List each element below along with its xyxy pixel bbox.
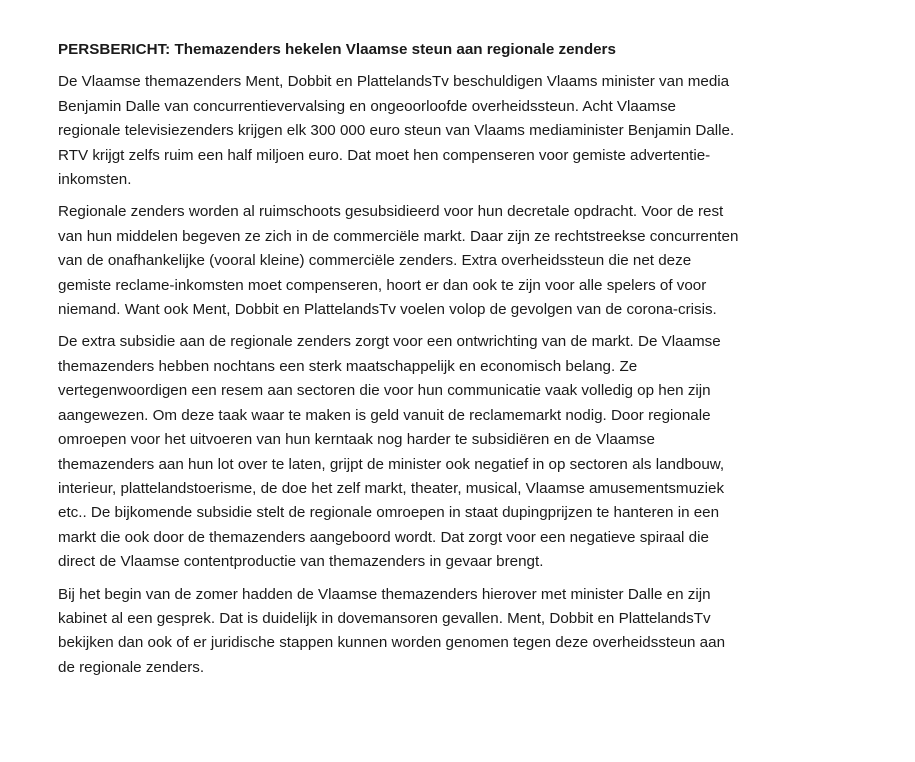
text-line: inkomsten. [58, 171, 132, 189]
text-line: bekijken dan ook of er juridische stappen kunnen worden genomen tegen deze overheidssteun aan [58, 634, 726, 652]
text-line: de regionale zenders. [58, 658, 205, 676]
text-line: van de onafhankelijke (vooral kleine) commerciële zenders. Extra overheidssteun die net deze [58, 252, 692, 270]
text-line: De extra subsidie aan de regionale zenders zorgt voor een ontwrichting van de markt. De Vlaamse [58, 333, 721, 351]
text-line: themazenders aan hun lot over te laten, grijpt de minister ook negatief in op sectoren als landbouw, [58, 455, 725, 473]
text-line: De Vlaamse themazenders Ment, Dobbit en PlattelandsTv beschuldigen Vlaams minister van media [58, 73, 730, 91]
text-line: van hun middelen begeven ze zich in de commerciële markt. Daar zijn ze rechtstreekse concurrenten [58, 227, 739, 245]
text-line: omroepen voor het uitvoeren van hun kerntaak nog harder te subsidiëren en de Vlaamse [58, 431, 655, 449]
paragraph-4 [58, 583, 848, 681]
text-line: Bij het begin van de zomer hadden de Vlaamse themazenders hierover met minister Dalle en zijn [58, 585, 711, 603]
text-line: gemiste reclame-inkomsten moet compenseren, hoort er dan ook te zijn voor alle spelers of voor [58, 276, 707, 294]
paragraph-2 [58, 200, 848, 322]
paragraph-3 [58, 330, 848, 574]
text-line: RTV krijgt zelfs ruim een half miljoen euro. Dat moet hen compenseren voor gemiste advertentie- [58, 146, 711, 164]
text-line: themazenders hebben nochtans een sterk maatschappelijk en economisch belang. Ze [58, 357, 638, 375]
text-line: kabinet al een gesprek. Dat is duidelijk in dovemansoren gevallen. Ment, Dobbit en PlattelandsTv [58, 609, 711, 627]
text-line: interieur, plattelandstoerisme, de doe het zelf markt, theater, musical, Vlaamse amusementsmuziek [58, 479, 725, 497]
text-line: Benjamin Dalle van concurrentievervalsing en ongeoorloofde overheidssteun. Acht Vlaamse [58, 97, 676, 115]
paragraph-1 [58, 70, 848, 192]
text-line: Regionale zenders worden al ruimschoots gesubsidieerd voor hun decretale opdracht. Voor de rest [58, 203, 724, 221]
text-line: vertegenwoordigen een resem aan sectoren die voor hun communicatie vaak volledig op hen zijn [58, 382, 711, 400]
document-page [58, 38, 848, 688]
text-line: regionale televisiezenders krijgen elk 300 000 euro steun van Vlaams mediaminister Benjamin Dalle. [58, 122, 735, 140]
text-line: niemand. Want ook Ment, Dobbit en PlattelandsTv voelen volop de gevolgen van de corona-crisis. [58, 301, 717, 319]
press-release-title: PERSBERICHT: Themazenders hekelen Vlaamse steun aan regionale zenders [58, 41, 616, 58]
text-line: direct de Vlaamse contentproductie van themazenders in gevaar brengt. [58, 553, 544, 571]
text-line: aangewezen. Om deze taak waar te maken is geld vanuit de reclamemarkt nodig. Door regionale [58, 406, 711, 424]
text-line: markt die ook door de themazenders aangeboord wordt. Dat zorgt voor een negatieve spiraal die [58, 528, 709, 546]
text-line: etc.. De bijkomende subsidie stelt de regionale omroepen in staat dupingprijzen te hanteren in een [58, 504, 720, 522]
